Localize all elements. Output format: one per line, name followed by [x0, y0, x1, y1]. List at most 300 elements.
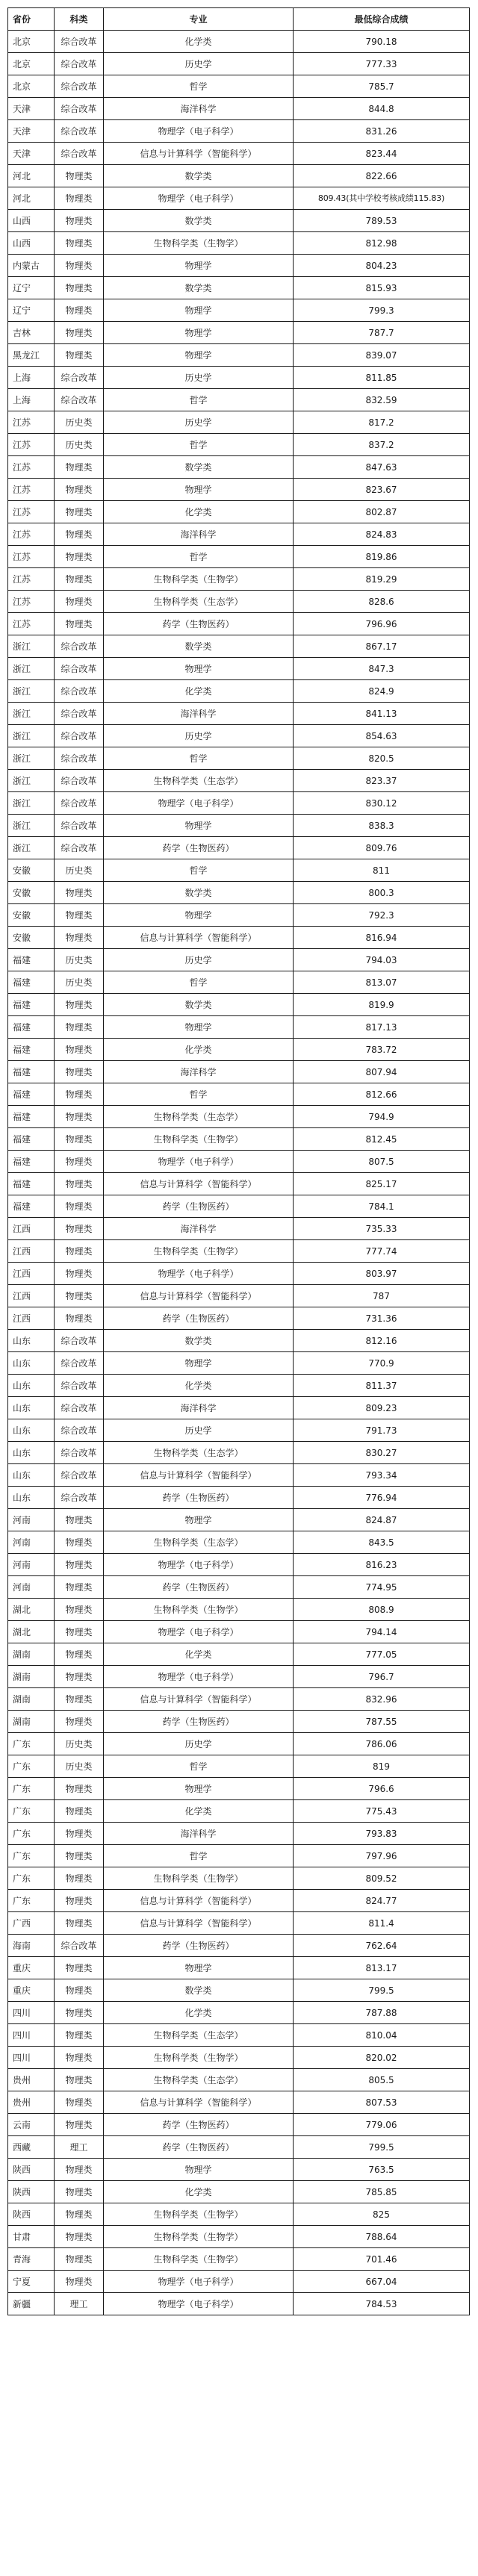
- table-row: [8, 1307, 470, 1330]
- cell-province: 安徽: [8, 882, 55, 904]
- table-row: [8, 1688, 470, 1711]
- cell-major: 化学类: [104, 1375, 294, 1397]
- table-row: [8, 1979, 470, 2002]
- table-row: [8, 456, 470, 479]
- cell-province: 湖南: [8, 1711, 55, 1733]
- cell-province: 天津: [8, 98, 55, 120]
- cell-min-score: 762.64: [294, 1935, 470, 1957]
- cell-min-score: 812.66: [294, 1083, 470, 1106]
- cell-province: 广东: [8, 1845, 55, 1867]
- cell-province: 天津: [8, 120, 55, 143]
- table-row: [8, 725, 470, 747]
- cell-min-score: 828.6: [294, 591, 470, 613]
- table-row: [8, 680, 470, 703]
- table-row: [8, 1576, 470, 1599]
- table-row: [8, 367, 470, 389]
- cell-subject-type: 综合改革: [55, 792, 104, 815]
- cell-subject-type: 综合改革: [55, 1397, 104, 1419]
- cell-subject-type: 物理类: [55, 165, 104, 187]
- table-row: [8, 1419, 470, 1442]
- cell-subject-type: 历史类: [55, 949, 104, 971]
- cell-subject-type: 物理类: [55, 1128, 104, 1151]
- cell-min-score: 819.29: [294, 568, 470, 591]
- cell-major: 海洋科学: [104, 523, 294, 546]
- table-row: [8, 1464, 470, 1487]
- table-row: [8, 2248, 470, 2271]
- table-row: [8, 1128, 470, 1151]
- table-row: [8, 434, 470, 456]
- cell-min-score: 809.76: [294, 837, 470, 859]
- cell-subject-type: 物理类: [55, 2248, 104, 2271]
- cell-major: 生物科学类（生物学）: [104, 1867, 294, 1890]
- table-row: [8, 1397, 470, 1419]
- cell-major: 历史学: [104, 411, 294, 434]
- cell-subject-type: 物理类: [55, 927, 104, 949]
- cell-province: 福建: [8, 1016, 55, 1039]
- cell-subject-type: 物理类: [55, 1039, 104, 1061]
- header-major: 专业: [104, 8, 294, 31]
- table-row: [8, 1487, 470, 1509]
- cell-min-score: 794.9: [294, 1106, 470, 1128]
- cell-major: 信息与计算科学（智能科学）: [104, 1464, 294, 1487]
- cell-min-score: 789.53: [294, 210, 470, 232]
- cell-min-score: 832.59: [294, 389, 470, 411]
- cell-min-score: 807.5: [294, 1151, 470, 1173]
- table-row: [8, 1733, 470, 1755]
- table-row: [8, 344, 470, 367]
- cell-major: 生物科学类（生物学）: [104, 2047, 294, 2069]
- cell-province: 江苏: [8, 434, 55, 456]
- cell-province: 福建: [8, 1106, 55, 1128]
- cell-major: 数学类: [104, 210, 294, 232]
- cell-province: 黑龙江: [8, 344, 55, 367]
- cell-subject-type: 物理类: [55, 1912, 104, 1935]
- cell-province: 湖北: [8, 1599, 55, 1621]
- cell-subject-type: 物理类: [55, 568, 104, 591]
- cell-province: 福建: [8, 1151, 55, 1173]
- cell-major: 物理学: [104, 299, 294, 322]
- cell-min-score: 797.96: [294, 1845, 470, 1867]
- cell-min-score: 812.98: [294, 232, 470, 255]
- cell-province: 湖南: [8, 1666, 55, 1688]
- table-row: [8, 187, 470, 210]
- cell-min-score: 819.9: [294, 994, 470, 1016]
- cell-province: 福建: [8, 1173, 55, 1195]
- cell-min-score: 796.7: [294, 1666, 470, 1688]
- cell-province: 浙江: [8, 658, 55, 680]
- cell-province: 内蒙古: [8, 255, 55, 277]
- table-row: [8, 1957, 470, 1979]
- cell-province: 福建: [8, 1083, 55, 1106]
- cell-min-score: 823.67: [294, 479, 470, 501]
- cell-min-score: 813.07: [294, 971, 470, 994]
- cell-major: 药学（生物医药）: [104, 1307, 294, 1330]
- cell-province: 浙江: [8, 770, 55, 792]
- cell-province: 浙江: [8, 635, 55, 658]
- cell-subject-type: 物理类: [55, 1509, 104, 1531]
- table-row: [8, 837, 470, 859]
- cell-major: 哲学: [104, 1845, 294, 1867]
- cell-province: 江苏: [8, 613, 55, 635]
- cell-min-score: 819.86: [294, 546, 470, 568]
- cell-major: 生物科学类（生物学）: [104, 1128, 294, 1151]
- cell-province: 山东: [8, 1419, 55, 1442]
- table-row: [8, 815, 470, 837]
- table-row: [8, 1285, 470, 1307]
- cell-min-score: 807.94: [294, 1061, 470, 1083]
- cell-subject-type: 物理类: [55, 299, 104, 322]
- cell-major: 物理学: [104, 1957, 294, 1979]
- table-row: [8, 1845, 470, 1867]
- cell-subject-type: 物理类: [55, 1218, 104, 1240]
- cell-major: 生物科学类（生物学）: [104, 2248, 294, 2271]
- cell-major: 历史学: [104, 367, 294, 389]
- cell-major: 物理学: [104, 322, 294, 344]
- cell-subject-type: 物理类: [55, 255, 104, 277]
- cell-min-score: 824.87: [294, 1509, 470, 1531]
- cell-major: 化学类: [104, 1039, 294, 1061]
- cell-min-score: 799.5: [294, 1979, 470, 2002]
- cell-province: 浙江: [8, 747, 55, 770]
- cell-major: 信息与计算科学（智能科学）: [104, 1285, 294, 1307]
- cell-major: 药学（生物医药）: [104, 837, 294, 859]
- cell-major: 物理学（电子科学）: [104, 187, 294, 210]
- cell-major: 数学类: [104, 1979, 294, 2002]
- cell-subject-type: 物理类: [55, 277, 104, 299]
- cell-subject-type: 综合改革: [55, 1464, 104, 1487]
- cell-min-score: 811: [294, 859, 470, 882]
- cell-major: 物理学（电子科学）: [104, 1666, 294, 1688]
- cell-major: 物理学（电子科学）: [104, 120, 294, 143]
- cell-major: 物理学: [104, 255, 294, 277]
- cell-min-score: 830.12: [294, 792, 470, 815]
- cell-min-score: 811.4: [294, 1912, 470, 1935]
- cell-major: 哲学: [104, 747, 294, 770]
- cell-subject-type: 物理类: [55, 344, 104, 367]
- cell-major: 信息与计算科学（智能科学）: [104, 1688, 294, 1711]
- cell-subject-type: 物理类: [55, 2024, 104, 2047]
- cell-min-score: 799.5: [294, 2136, 470, 2159]
- table-row: [8, 1106, 470, 1128]
- cell-subject-type: 物理类: [55, 1643, 104, 1666]
- cell-major: 化学类: [104, 1800, 294, 1823]
- cell-subject-type: 物理类: [55, 1621, 104, 1643]
- header-row: [8, 8, 470, 31]
- cell-province: 贵州: [8, 2069, 55, 2091]
- table-row: [8, 1240, 470, 1263]
- cell-subject-type: 物理类: [55, 2069, 104, 2091]
- cell-subject-type: 物理类: [55, 1576, 104, 1599]
- cell-major: 化学类: [104, 31, 294, 53]
- cell-min-score: 837.2: [294, 434, 470, 456]
- cell-min-score: 815.93: [294, 277, 470, 299]
- cell-subject-type: 理工: [55, 2293, 104, 2315]
- cell-min-score: 805.5: [294, 2069, 470, 2091]
- cell-province: 河北: [8, 165, 55, 187]
- table-row: [8, 1375, 470, 1397]
- cell-province: 福建: [8, 949, 55, 971]
- cell-province: 山东: [8, 1330, 55, 1352]
- cell-min-score: 824.77: [294, 1890, 470, 1912]
- cell-min-score: 808.9: [294, 1599, 470, 1621]
- table-row: [8, 1890, 470, 1912]
- table-body: [8, 31, 470, 2315]
- cell-min-score: 822.66: [294, 165, 470, 187]
- cell-major: 数学类: [104, 882, 294, 904]
- cell-min-score: 786.06: [294, 1733, 470, 1755]
- table-row: [8, 31, 470, 53]
- cell-province: 福建: [8, 1195, 55, 1218]
- cell-province: 福建: [8, 1039, 55, 1061]
- cell-province: 安徽: [8, 927, 55, 949]
- table-row: [8, 2069, 470, 2091]
- cell-subject-type: 综合改革: [55, 389, 104, 411]
- cell-province: 山东: [8, 1397, 55, 1419]
- cell-min-score: 775.43: [294, 1800, 470, 1823]
- cell-min-score: 824.9: [294, 680, 470, 703]
- cell-province: 江苏: [8, 546, 55, 568]
- cell-subject-type: 综合改革: [55, 725, 104, 747]
- cell-subject-type: 物理类: [55, 1599, 104, 1621]
- cell-province: 山东: [8, 1464, 55, 1487]
- cell-major: 物理学（电子科学）: [104, 1151, 294, 1173]
- table-row: [8, 389, 470, 411]
- cell-subject-type: 物理类: [55, 1845, 104, 1867]
- cell-min-score: 816.94: [294, 927, 470, 949]
- cell-province: 北京: [8, 75, 55, 98]
- table-row: [8, 792, 470, 815]
- cell-min-score: 787: [294, 1285, 470, 1307]
- cell-min-score: 794.14: [294, 1621, 470, 1643]
- cell-major: 哲学: [104, 1755, 294, 1778]
- table-row: [8, 2203, 470, 2226]
- table-row: [8, 658, 470, 680]
- cell-subject-type: 综合改革: [55, 703, 104, 725]
- cell-province: 江西: [8, 1307, 55, 1330]
- cell-min-score: 784.53: [294, 2293, 470, 2315]
- cell-min-score: 854.63: [294, 725, 470, 747]
- cell-subject-type: 物理类: [55, 1263, 104, 1285]
- cell-subject-type: 综合改革: [55, 1487, 104, 1509]
- cell-major: 物理学（电子科学）: [104, 792, 294, 815]
- table-row: [8, 1643, 470, 1666]
- cell-min-score: 819: [294, 1755, 470, 1778]
- table-row: [8, 255, 470, 277]
- cell-major: 生物科学类（生物学）: [104, 1240, 294, 1263]
- cell-subject-type: 物理类: [55, 2203, 104, 2226]
- cell-major: 海洋科学: [104, 1823, 294, 1845]
- cell-min-score: 788.64: [294, 2226, 470, 2248]
- cell-major: 物理学: [104, 904, 294, 927]
- cell-province: 安徽: [8, 859, 55, 882]
- cell-major: 生物科学类（生态学）: [104, 1106, 294, 1128]
- cell-province: 江苏: [8, 456, 55, 479]
- cell-subject-type: 综合改革: [55, 1375, 104, 1397]
- cell-province: 浙江: [8, 815, 55, 837]
- cell-subject-type: 物理类: [55, 1957, 104, 1979]
- cell-min-score: 787.55: [294, 1711, 470, 1733]
- table-row: [8, 2091, 470, 2114]
- cell-min-score: 817.2: [294, 411, 470, 434]
- table-row: [8, 2047, 470, 2069]
- cell-major: 生物科学类（生物学）: [104, 2203, 294, 2226]
- cell-province: 甘肃: [8, 2226, 55, 2248]
- table-row: [8, 1755, 470, 1778]
- cell-major: 数学类: [104, 165, 294, 187]
- cell-province: 北京: [8, 31, 55, 53]
- table-row: [8, 1778, 470, 1800]
- cell-subject-type: 物理类: [55, 1979, 104, 2002]
- cell-major: 生物科学类（生态学）: [104, 591, 294, 613]
- cell-province: 江西: [8, 1263, 55, 1285]
- cell-min-score: 843.5: [294, 1531, 470, 1554]
- cell-major: 生物科学类（生物学）: [104, 2226, 294, 2248]
- cell-subject-type: 物理类: [55, 2226, 104, 2248]
- table-row: [8, 2293, 470, 2315]
- table-row: [8, 703, 470, 725]
- cell-province: 陕西: [8, 2203, 55, 2226]
- cell-province: 江苏: [8, 591, 55, 613]
- cell-major: 药学（生物医药）: [104, 1935, 294, 1957]
- cell-subject-type: 物理类: [55, 1061, 104, 1083]
- table-row: [8, 53, 470, 75]
- cell-major: 药学（生物医药）: [104, 2136, 294, 2159]
- cell-min-score: 832.96: [294, 1688, 470, 1711]
- table-row: [8, 1599, 470, 1621]
- cell-province: 河南: [8, 1509, 55, 1531]
- cell-subject-type: 物理类: [55, 1173, 104, 1195]
- table-row: [8, 1195, 470, 1218]
- cell-subject-type: 物理类: [55, 322, 104, 344]
- cell-min-score: 847.63: [294, 456, 470, 479]
- table-row: [8, 1173, 470, 1195]
- cell-province: 山东: [8, 1442, 55, 1464]
- cell-province: 江苏: [8, 568, 55, 591]
- table-row: [8, 1867, 470, 1890]
- cell-min-score: 813.17: [294, 1957, 470, 1979]
- cell-min-score: 793.83: [294, 1823, 470, 1845]
- cell-province: 福建: [8, 1128, 55, 1151]
- cell-major: 历史学: [104, 725, 294, 747]
- cell-major: 物理学（电子科学）: [104, 1621, 294, 1643]
- cell-subject-type: 历史类: [55, 1755, 104, 1778]
- cell-province: 湖南: [8, 1688, 55, 1711]
- header-min-score: 最低综合成绩: [294, 8, 470, 31]
- cell-min-score: 787.7: [294, 322, 470, 344]
- cell-min-score: 777.33: [294, 53, 470, 75]
- table-row: [8, 2271, 470, 2293]
- cell-major: 药学（生物医药）: [104, 613, 294, 635]
- table-row: [8, 1016, 470, 1039]
- cell-major: 药学（生物医药）: [104, 1487, 294, 1509]
- cell-subject-type: 物理类: [55, 591, 104, 613]
- table-row: [8, 2181, 470, 2203]
- cell-min-score: 800.3: [294, 882, 470, 904]
- cell-min-score: 811.37: [294, 1375, 470, 1397]
- cell-province: 广东: [8, 1755, 55, 1778]
- cell-province: 河南: [8, 1554, 55, 1576]
- cell-min-score: 792.3: [294, 904, 470, 927]
- cell-subject-type: 物理类: [55, 1285, 104, 1307]
- cell-subject-type: 综合改革: [55, 120, 104, 143]
- cell-province: 陕西: [8, 2159, 55, 2181]
- cell-min-score: 820.02: [294, 2047, 470, 2069]
- cell-major: 物理学（电子科学）: [104, 2271, 294, 2293]
- cell-min-score: 804.23: [294, 255, 470, 277]
- cell-min-score: 816.23: [294, 1554, 470, 1576]
- table-row: [8, 232, 470, 255]
- cell-min-score: 812.45: [294, 1128, 470, 1151]
- cell-subject-type: 历史类: [55, 859, 104, 882]
- cell-province: 天津: [8, 143, 55, 165]
- cell-province: 江苏: [8, 411, 55, 434]
- cell-min-score: 790.18: [294, 31, 470, 53]
- cell-subject-type: 物理类: [55, 904, 104, 927]
- cell-province: 山西: [8, 232, 55, 255]
- cell-major: 化学类: [104, 501, 294, 523]
- table-row: [8, 770, 470, 792]
- cell-province: 广东: [8, 1823, 55, 1845]
- cell-major: 海洋科学: [104, 1061, 294, 1083]
- header-subject-type: 科类: [55, 8, 104, 31]
- cell-major: 化学类: [104, 680, 294, 703]
- cell-min-score: 787.88: [294, 2002, 470, 2024]
- cell-major: 药学（生物医药）: [104, 1195, 294, 1218]
- table-row: [8, 747, 470, 770]
- cell-province: 江苏: [8, 501, 55, 523]
- cell-subject-type: 物理类: [55, 187, 104, 210]
- cell-major: 哲学: [104, 859, 294, 882]
- cell-subject-type: 历史类: [55, 434, 104, 456]
- cell-major: 哲学: [104, 75, 294, 98]
- cell-major: 生物科学类（生态学）: [104, 2069, 294, 2091]
- cell-province: 陕西: [8, 2181, 55, 2203]
- cell-subject-type: 物理类: [55, 613, 104, 635]
- table-row: [8, 1800, 470, 1823]
- cell-major: 物理学（电子科学）: [104, 2293, 294, 2315]
- cell-subject-type: 综合改革: [55, 635, 104, 658]
- cell-major: 生物科学类（生态学）: [104, 2024, 294, 2047]
- cell-min-score: 796.96: [294, 613, 470, 635]
- table-row: [8, 2114, 470, 2136]
- cell-min-score: 844.8: [294, 98, 470, 120]
- cell-province: 福建: [8, 994, 55, 1016]
- table-row: [8, 1554, 470, 1576]
- table-row: [8, 1263, 470, 1285]
- cell-subject-type: 物理类: [55, 2047, 104, 2069]
- cell-subject-type: 历史类: [55, 1733, 104, 1755]
- cell-subject-type: 物理类: [55, 1711, 104, 1733]
- cell-subject-type: 物理类: [55, 2271, 104, 2293]
- table-row: [8, 501, 470, 523]
- cell-major: 生物科学类（生态学）: [104, 1531, 294, 1554]
- table-row: [8, 1509, 470, 1531]
- table-row: [8, 165, 470, 187]
- table-row: [8, 143, 470, 165]
- cell-province: 重庆: [8, 1957, 55, 1979]
- table-row: [8, 1083, 470, 1106]
- table-row: [8, 971, 470, 994]
- table-row: [8, 859, 470, 882]
- cell-min-score: 811.85: [294, 367, 470, 389]
- cell-subject-type: 物理类: [55, 546, 104, 568]
- cell-min-score: 799.3: [294, 299, 470, 322]
- cell-province: 辽宁: [8, 299, 55, 322]
- table-row: [8, 1151, 470, 1173]
- cell-province: 山东: [8, 1352, 55, 1375]
- cell-major: 生物科学类（生态学）: [104, 770, 294, 792]
- cell-major: 物理学: [104, 815, 294, 837]
